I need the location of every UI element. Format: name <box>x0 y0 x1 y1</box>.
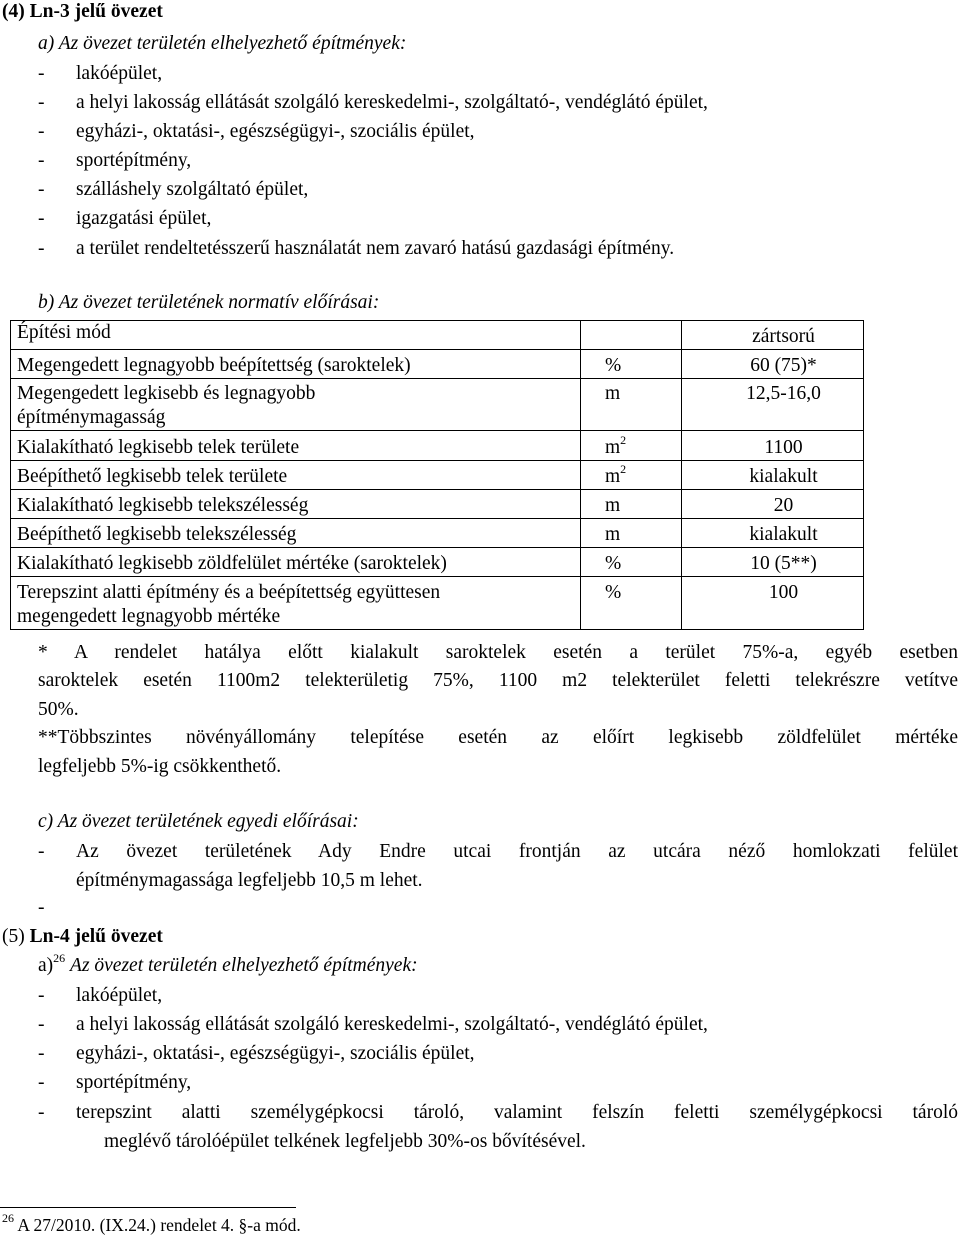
section-4-heading <box>2 0 163 24</box>
section-5-title: Ln-4 jelű övezet <box>29 926 163 947</box>
list-dash: - <box>38 1072 45 1093</box>
list-dash: - <box>38 63 45 84</box>
table-cell-label-line2: építménymagasság <box>17 407 166 428</box>
table-cell-label: Beépíthető legkisebb telek területe <box>11 461 581 490</box>
table-cell-label-line1: Terepszint alatti építmény és a beépítettség együttesen <box>17 582 441 603</box>
section-4-title: Ln-3 jelű övezet <box>29 1 163 22</box>
table-row <box>11 577 864 630</box>
s4-c-heading: c) Az övezet területének egyedi előírásai: <box>38 811 359 832</box>
footnote-separator <box>0 1207 296 1208</box>
table-cell-label <box>11 379 581 431</box>
list-dash: - <box>38 121 45 142</box>
footnote-text: A 27/2010. (IX.24.) rendelet 4. §-a mód. <box>17 1215 301 1235</box>
table-cell-unit: m <box>581 519 682 548</box>
s4-a-heading: a) Az övezet területén elhelyezhető építmények: <box>38 33 407 54</box>
table-cell-value: 20 <box>682 490 864 519</box>
note-2-line-2: legfeljebb 5%-ig csökkenthető. <box>38 756 282 777</box>
table-cell-label-line1: Megengedett legkisebb és legnagyobb <box>17 383 316 404</box>
section-5-heading <box>2 925 163 949</box>
note-2-line-1: **Többszintes növényállomány telepítése esetén az előírt legkisebb zöldfelület mértéke <box>38 727 958 748</box>
table-cell-label: Építési mód <box>11 321 581 350</box>
list-item-line-1: terepszint alatti személygépkocsi tároló, valamint felszín feletti személygépkocsi tároló <box>76 1102 958 1123</box>
list-dash: - <box>38 1043 45 1064</box>
list-item: a helyi lakosság ellátását szolgáló kereskedelmi-, szolgáltató-, vendéglátó épület, <box>76 1014 708 1035</box>
c-item-line-2: építménymagassága legfeljebb 10,5 m lehet. <box>76 870 423 891</box>
table-cell-value: 1100 <box>682 431 864 461</box>
s5-a-heading-text: Az övezet területén elhelyezhető építmények: <box>70 955 418 976</box>
table-row <box>11 519 864 548</box>
list-dash: - <box>38 238 45 259</box>
list-dash: - <box>38 985 45 1006</box>
footnote-ref: 26 <box>53 950 66 965</box>
list-item-line-2: meglévő tárolóépület telkének legfeljebb 30%-os bővítésével. <box>104 1131 586 1152</box>
list-item: lakóépület, <box>76 985 163 1006</box>
list-dash: - <box>38 841 45 862</box>
table-cell-label-line2: megengedett legnagyobb mértéke <box>17 606 281 627</box>
list-item: igazgatási épület, <box>76 208 212 229</box>
table-cell-unit: m <box>581 490 682 519</box>
footnote <box>2 1213 301 1237</box>
list-dash: - <box>38 1014 45 1035</box>
note-1-line-2: saroktelek esetén 1100m2 telekterületig 75%, 1100 m2 telekterület feletti telekrészre vetítve <box>38 670 958 691</box>
table-row <box>11 490 864 519</box>
table-cell-label: Kialakítható legkisebb telek területe <box>11 431 581 461</box>
table-cell-value: 100 <box>682 577 864 630</box>
s5-a-heading <box>38 950 418 978</box>
c-item-line-1: Az övezet területének Ady Endre utcai frontján az utcára néző homlokzati felület <box>76 841 958 862</box>
list-item: lakóépület, <box>76 63 163 84</box>
table-row <box>11 431 864 461</box>
table-row <box>11 321 864 350</box>
table-row <box>11 548 864 577</box>
table-cell-label <box>11 577 581 630</box>
table-cell-label: Kialakítható legkisebb telekszélesség <box>11 490 581 519</box>
list-dash: - <box>38 1102 45 1123</box>
table-cell-unit: % <box>581 350 682 379</box>
table-cell-label: Kialakítható legkisebb zöldfelület mértéke (saroktelek) <box>11 548 581 577</box>
section-5-number: (5) <box>2 926 25 947</box>
table-cell-unit: % <box>581 577 682 630</box>
list-dash: - <box>38 92 45 113</box>
table-row <box>11 379 864 431</box>
list-dash: - <box>38 897 45 918</box>
list-item: szálláshely szolgáltató épület, <box>76 179 309 200</box>
table-cell-value: kialakult <box>682 519 864 548</box>
list-item: sportépítmény, <box>76 150 192 171</box>
table-cell-unit: $m^2$ <box>581 461 682 490</box>
list-item: egyházi-, oktatási-, egészségügyi-, szociális épület, <box>76 1043 475 1064</box>
table-cell-label: Megengedett legnagyobb beépítettség (saroktelek) <box>11 350 581 379</box>
table-cell-value: 60 (75)* <box>682 350 864 379</box>
table-cell-value: kialakult <box>682 461 864 490</box>
list-item: egyházi-, oktatási-, egészségügyi-, szociális épület, <box>76 121 475 142</box>
table-cell-value: zártsorú <box>682 321 864 350</box>
table-cell-unit <box>581 321 682 350</box>
table-cell-label: Beépíthető legkisebb telekszélesség <box>11 519 581 548</box>
table-cell-value: 12,5-16,0 <box>682 379 864 431</box>
table-cell-unit: m <box>581 379 682 431</box>
table-cell-unit: % <box>581 548 682 577</box>
note-1-line-3: 50%. <box>38 699 79 720</box>
s4-b-heading: b) Az övezet területének normatív előírásai: <box>38 292 380 313</box>
footnote-number: 26 <box>2 1211 14 1226</box>
list-dash: - <box>38 150 45 171</box>
s5-a-prefix: a) <box>38 955 54 976</box>
normative-table <box>10 320 864 630</box>
list-dash: - <box>38 208 45 229</box>
table-row <box>11 461 864 490</box>
list-item: a terület rendeltetésszerű használatát nem zavaró hatású gazdasági építmény. <box>76 238 675 259</box>
table-cell-unit: $m^2$ <box>581 431 682 461</box>
table-cell-value: 10 (5**) <box>682 548 864 577</box>
section-4-number: (4) <box>2 1 25 22</box>
list-item: sportépítmény, <box>76 1072 192 1093</box>
note-1-line-1: * A rendelet hatálya előtt kialakult saroktelek esetén a terület 75%-a, egyéb esetben <box>38 642 958 663</box>
table-row <box>11 350 864 379</box>
list-item: a helyi lakosság ellátását szolgáló kereskedelmi-, szolgáltató-, vendéglátó épület, <box>76 92 708 113</box>
list-dash: - <box>38 179 45 200</box>
